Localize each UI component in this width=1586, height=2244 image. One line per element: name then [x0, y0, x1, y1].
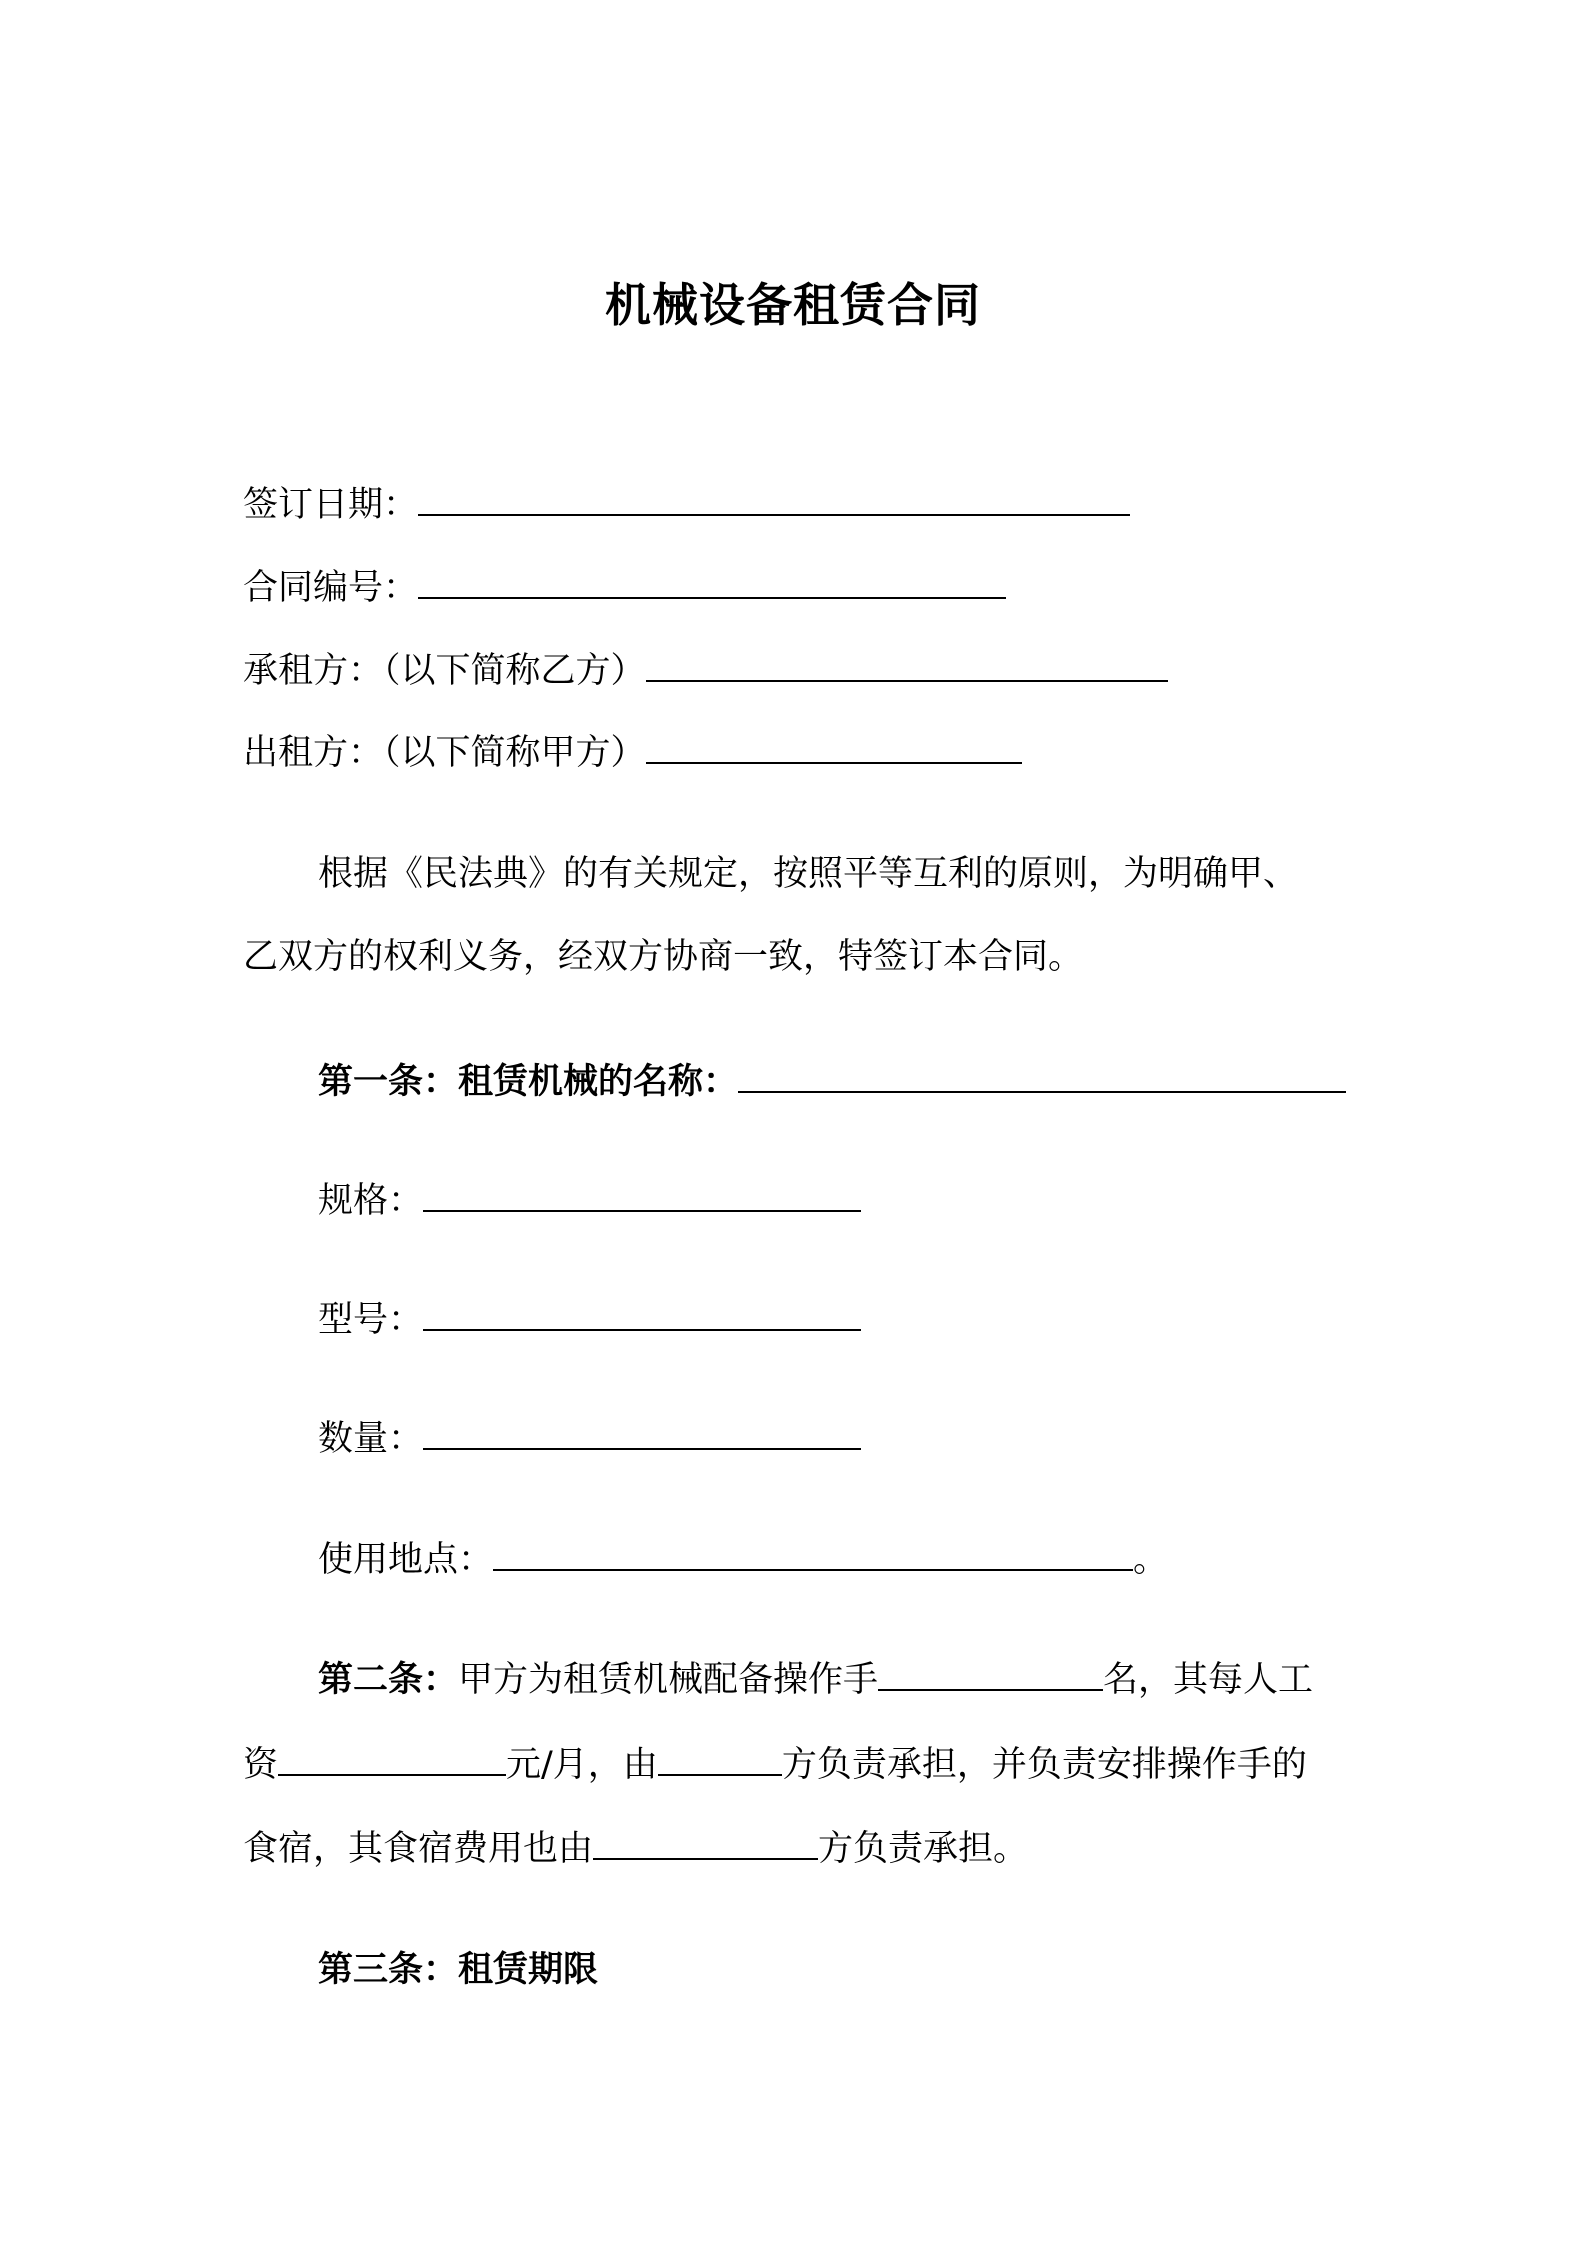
article-1-heading: 第一条：租赁机械的名称： [318, 1062, 739, 1102]
lessor-field [243, 728, 1022, 778]
model-blank [423, 1295, 861, 1331]
lessor-blank [646, 728, 1022, 764]
article-2-line-3 [243, 1824, 1028, 1874]
board-party-blank [593, 1824, 818, 1860]
spec-blank [423, 1176, 861, 1212]
wage-blank [278, 1740, 506, 1776]
article-2-heading: 第二条： [318, 1660, 459, 1700]
operator-count-blank [878, 1655, 1103, 1691]
article-2-text-1b: 名，其每人工 [1103, 1660, 1314, 1700]
location-blank [493, 1535, 1133, 1571]
lessor-label: 出租方：（以下简称甲方） [243, 733, 646, 773]
article-2-text-2c: 方负责承担，并负责安排操作手的 [781, 1745, 1307, 1785]
location-field [318, 1535, 1168, 1585]
contract-number-field [243, 563, 1006, 613]
location-end: 。 [1133, 1540, 1169, 1580]
document-title: 机械设备租赁合同 [605, 278, 981, 332]
article-2-line-2 [243, 1740, 1307, 1790]
location-label: 使用地点： [318, 1540, 494, 1580]
article-2-text-3b: 方负责承担。 [818, 1829, 1029, 1869]
quantity-field [318, 1414, 861, 1464]
article-2-text-2a: 资 [243, 1745, 279, 1785]
lessee-blank [646, 646, 1168, 682]
quantity-label: 数量： [318, 1419, 424, 1459]
article-2-line-1 [318, 1655, 1313, 1705]
wage-party-blank [658, 1740, 782, 1776]
article-2-text-1a: 甲方为租赁机械配备操作手 [458, 1660, 879, 1700]
preamble-line-1: 根据《民法典》的有关规定，按照平等互利的原则，为明确甲、 [318, 854, 1299, 894]
quantity-blank [423, 1414, 861, 1450]
signing-date-field [243, 480, 1130, 530]
model-label: 型号： [318, 1300, 424, 1340]
article-2-text-2b: 元/月，由 [506, 1745, 658, 1785]
article-3-heading: 第三条：租赁期限 [318, 1950, 599, 1990]
signing-date-label: 签订日期： [243, 485, 419, 525]
spec-field [318, 1176, 861, 1226]
lessee-field [243, 646, 1168, 696]
signing-date-blank [418, 480, 1130, 516]
lessee-label: 承租方：（以下简称乙方） [243, 651, 646, 691]
machine-name-blank [738, 1057, 1346, 1093]
model-field [318, 1295, 861, 1345]
article-1-field [318, 1057, 1346, 1107]
spec-label: 规格： [318, 1181, 424, 1221]
preamble-line-2: 乙双方的权利义务，经双方协商一致，特签订本合同。 [243, 937, 1084, 977]
contract-number-label: 合同编号： [243, 568, 419, 608]
article-2-text-3a: 食宿，其食宿费用也由 [243, 1829, 594, 1869]
contract-number-blank [418, 563, 1006, 599]
